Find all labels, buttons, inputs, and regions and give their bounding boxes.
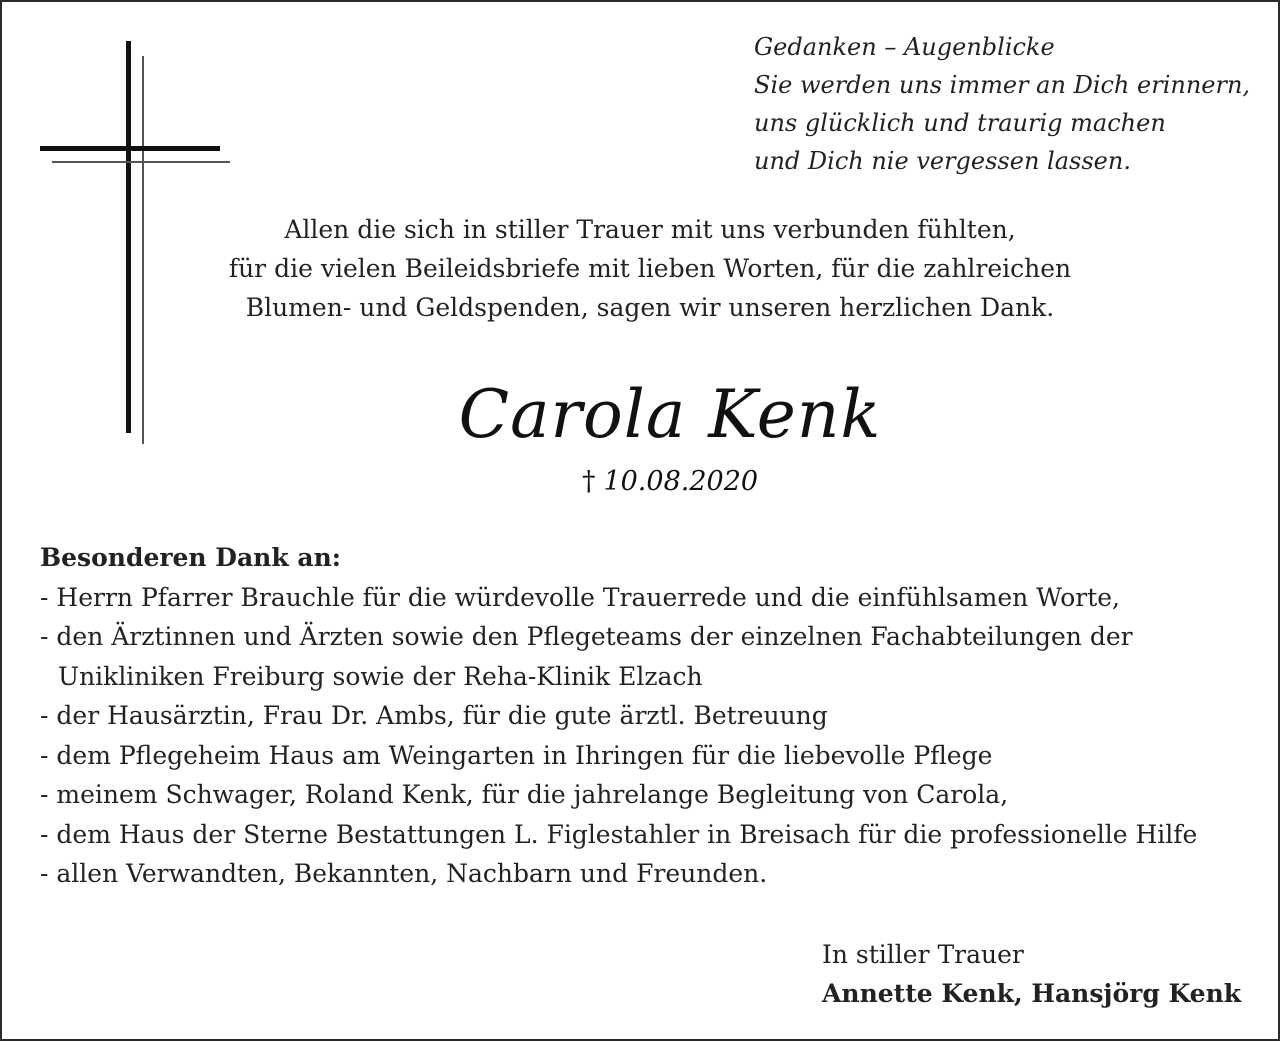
list-item: - den Ärztinnen und Ärzten sowie den Pflegeteams der einzelnen Fachabteilungen der [40,622,1133,651]
list-item: - meinem Schwager, Roland Kenk, für die jahrelange Begleitung von Carola, [40,780,1009,809]
poem-line: Sie werden uns immer an Dich erinnern, [754,71,1251,99]
poem-line: und Dich nie vergessen lassen. [754,147,1131,175]
poem-line: uns glücklich und traurig machen [754,109,1166,137]
thanks-line: Allen die sich in stiller Trauer mit uns verbunden fühlten, [284,215,1016,244]
death-cross-icon: † [581,466,596,497]
signoff-intro: In stiller Trauer [822,940,1024,969]
thanks-line: für die vielen Beileidsbriefe mit lieben Worten, für die zahlreichen [228,254,1072,283]
special-thanks [40,538,1260,894]
thanks-line: Blumen- und Geldspenden, sagen wir unseren herzlichen Dank. [245,293,1055,322]
list-item: - dem Pflegeheim Haus am Weingarten in Ihringen für die liebevolle Pflege [40,740,993,770]
list-item: - Herrn Pfarrer Brauchle für die würdevolle Trauerrede und die einfühlsamen Worte, [40,582,1121,612]
special-thanks-heading: Besonderen Dank an: [40,543,341,572]
list-item: - der Hausärztin, Frau Dr. Ambs, für die gute ärztl. Betreuung [40,701,828,730]
death-date-line [0,463,1280,501]
poem [754,28,1264,180]
signoff-names: Annette Kenk, Hansjörg Kenk [822,979,1242,1008]
list-item-continuation: Unikliniken Freiburg sowie der Reha-Klinik Elzach [58,661,703,691]
signoff [822,935,1262,1013]
deceased-name: Carola Kenk [458,376,882,453]
general-thanks [200,210,1100,327]
poem-line: Gedanken – Augenblicke [754,33,1055,61]
list-item: - allen Verwandten, Bekannten, Nachbarn und Freunden. [40,859,768,888]
list-item: - dem Haus der Sterne Bestattungen L. Figlestahler in Breisach für die professionelle Hilfe [40,819,1198,849]
death-date: 10.08.2020 [603,466,759,497]
